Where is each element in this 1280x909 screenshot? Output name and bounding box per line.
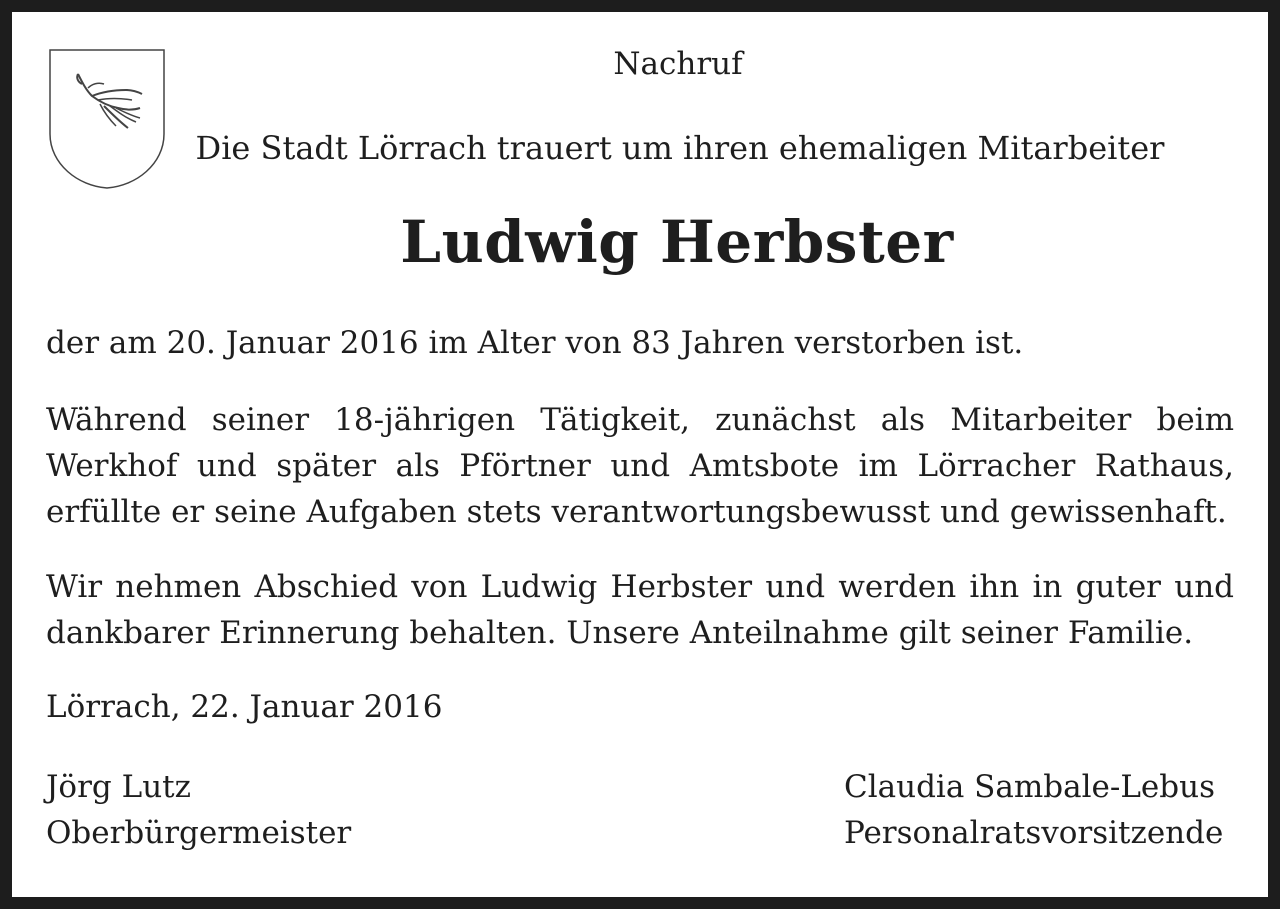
signatory-mayor (46, 764, 351, 856)
career-paragraph: Während seiner 18-jährigen Tätigkeit, zunächst als Mitarbeiter beim Werkhof und später als Pförtner und Amtsbote im Lörracher Rathaus, erfüllte er seine Aufgaben stets verantwortungsbewusst und gewissenhaft. (46, 402, 1234, 530)
death-details-paragraph: der am 20. Januar 2016 im Alter von 83 Jahren verstorben ist. (46, 325, 1024, 361)
signatory-name: Jörg Lutz (46, 769, 191, 805)
obituary-notice (12, 12, 1268, 897)
notice-label: Nachruf (613, 46, 743, 82)
signatory-name: Claudia Sambale-Lebus (844, 769, 1216, 805)
signatory-title: Personalratsvorsitzende (844, 815, 1224, 851)
deceased-name: Ludwig Herbster (400, 208, 954, 276)
farewell-paragraph: Wir nehmen Abschied von Ludwig Herbster und werden ihn in guter und dankbarer Erinnerung behalten. Unsere Anteilnahme gilt seiner Familie. (46, 569, 1234, 651)
signatory-staff-council (844, 764, 1223, 856)
notice-intro: Die Stadt Lörrach trauert um ihren ehemaligen Mitarbeiter (195, 129, 1165, 167)
place-date: Lörrach, 22. Januar 2016 (46, 689, 443, 725)
signatory-title: Oberbürgermeister (46, 815, 352, 851)
